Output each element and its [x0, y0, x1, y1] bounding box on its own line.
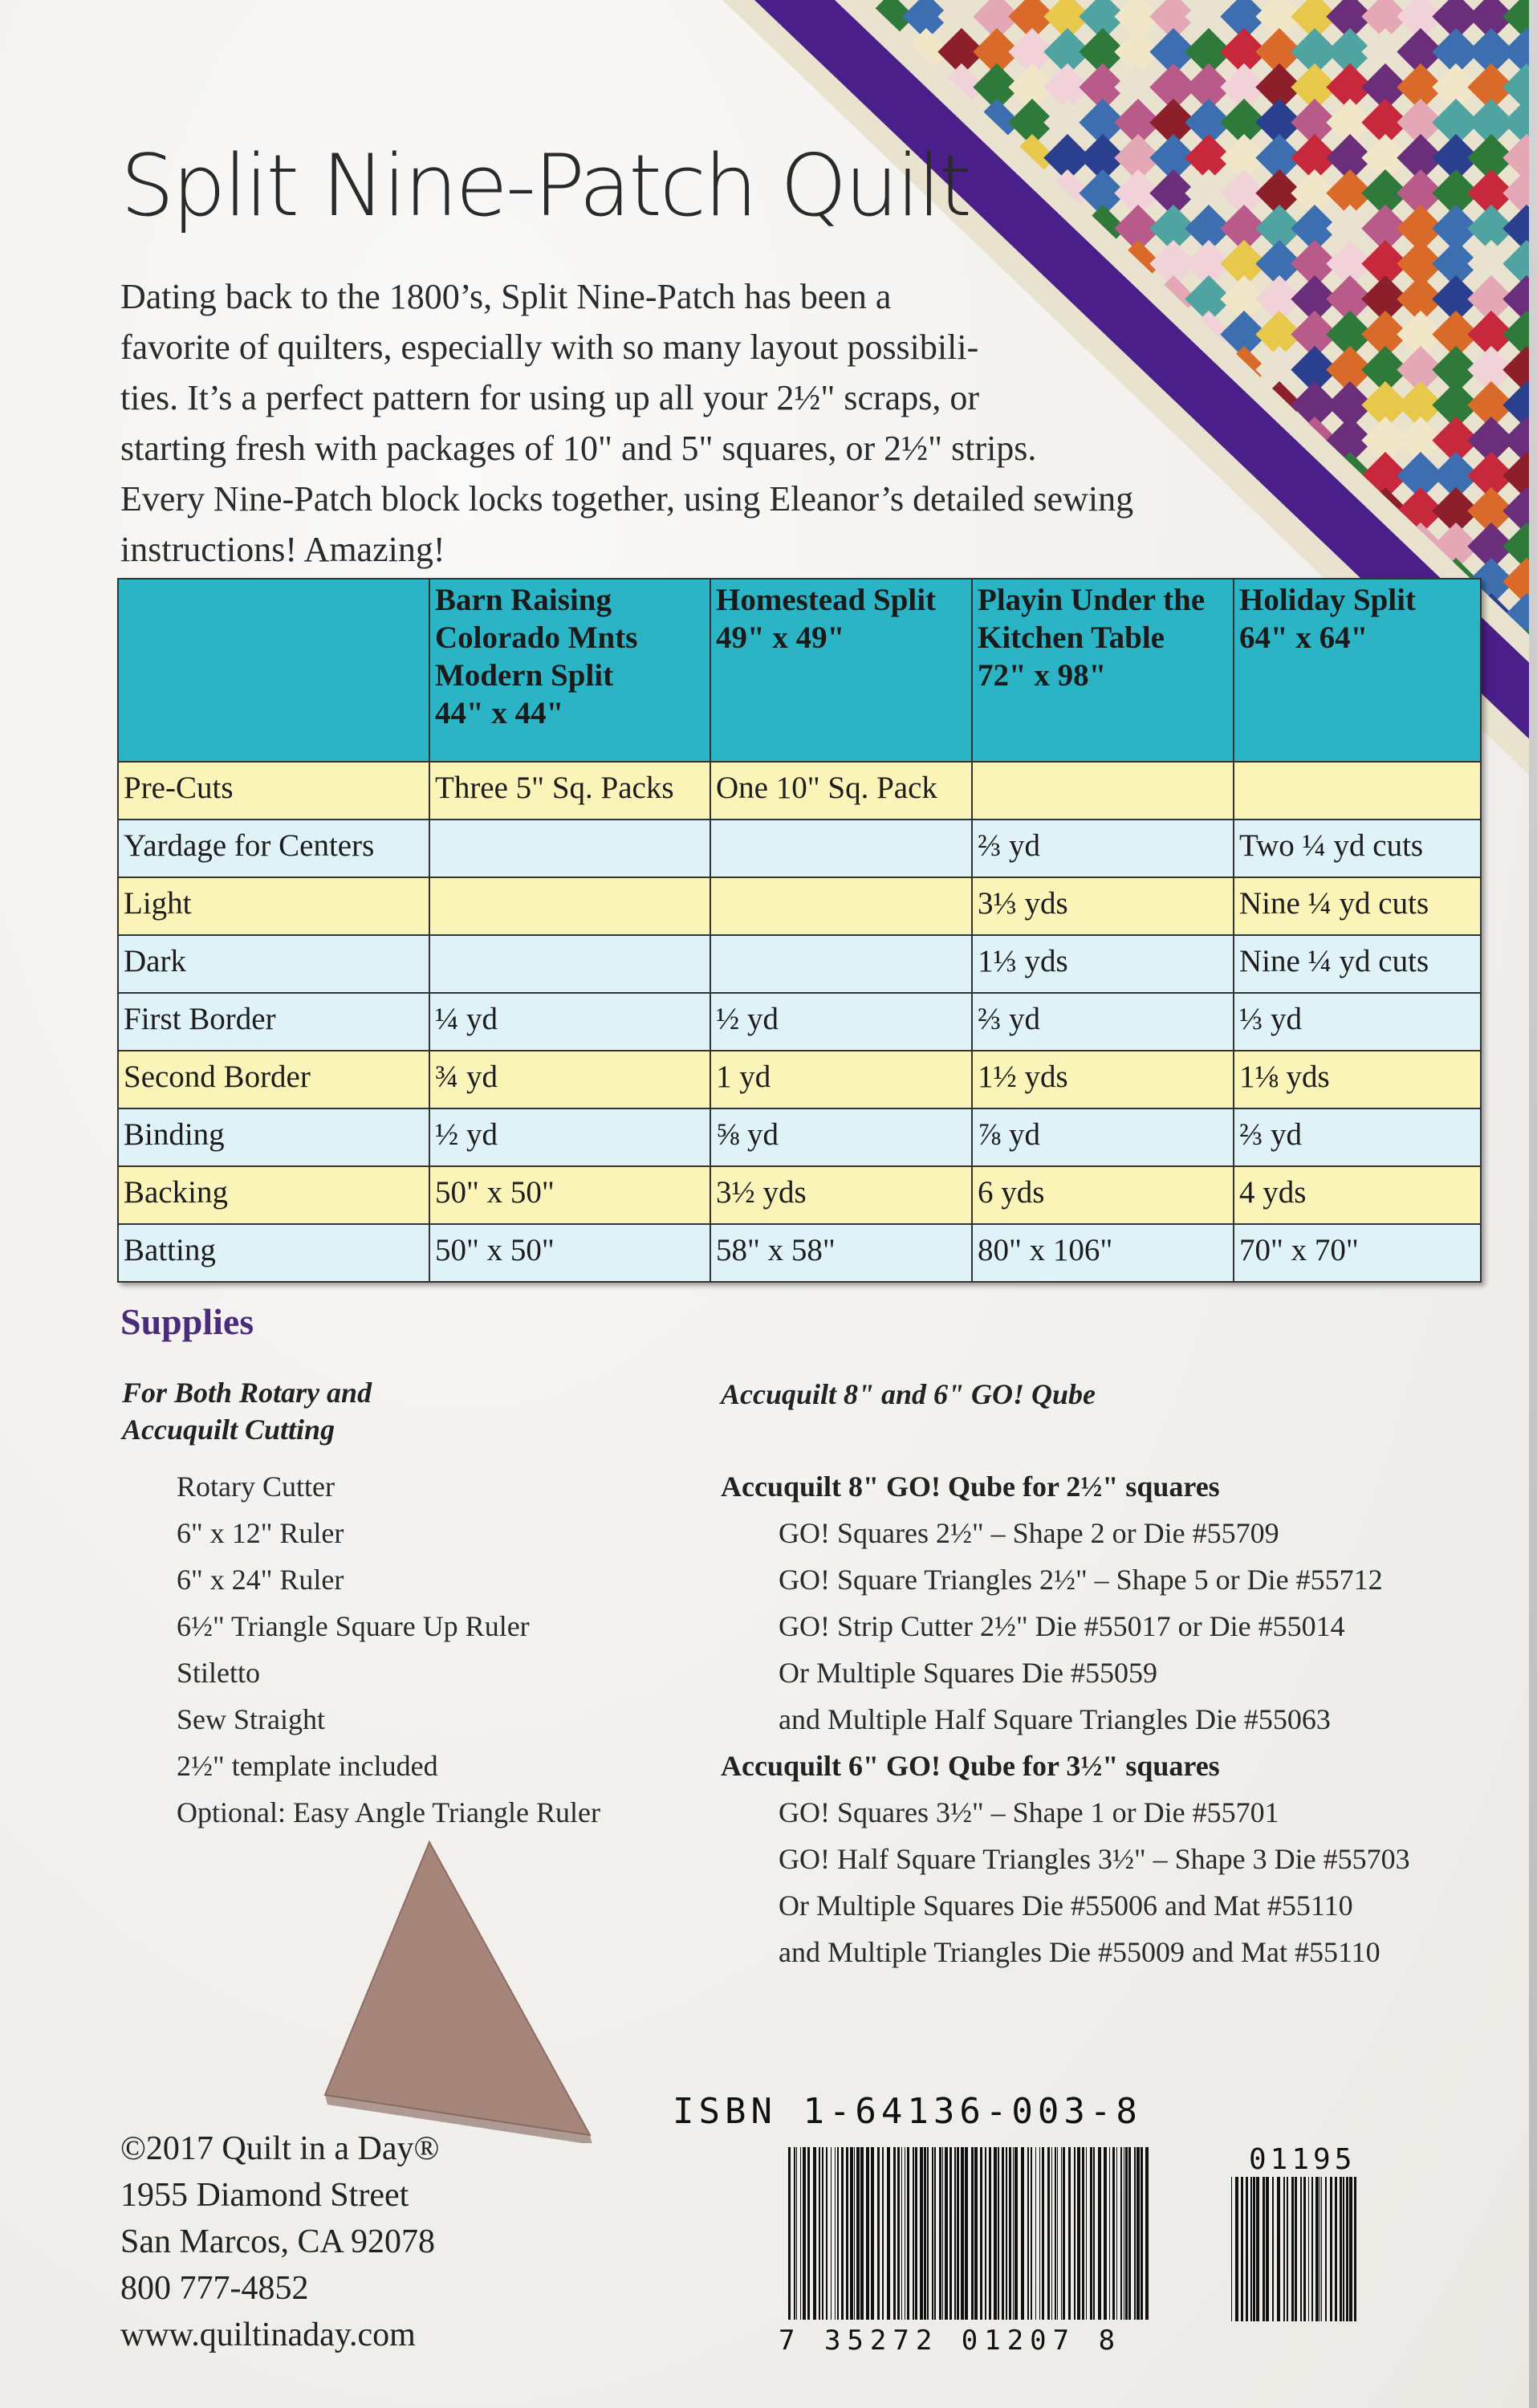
table-cell: 1 yd	[710, 1051, 972, 1108]
barcode-bar	[1325, 2177, 1327, 2321]
table-cell: 1⅛ yds	[1234, 1051, 1481, 1108]
list-item: 6" x 24" Ruler	[177, 1564, 344, 1596]
table-cell: 3⅓ yds	[972, 877, 1234, 935]
barcode-bar	[1263, 2177, 1265, 2321]
barcode-bar	[794, 2147, 795, 2320]
header-cell-empty	[118, 579, 429, 762]
row-label: Light	[118, 877, 429, 935]
barcode-bar	[1283, 2177, 1285, 2321]
table-cell: 50" x 50"	[429, 1166, 710, 1224]
row-label: Yardage for Centers	[118, 820, 429, 877]
header-line: Modern Split	[435, 658, 614, 693]
header-cell-playin-under	[972, 579, 1234, 762]
price-code: 01195	[1249, 2143, 1356, 2176]
barcode-bar	[1086, 2147, 1087, 2320]
barcode-bar	[913, 2147, 914, 2320]
barcode-bar	[1295, 2177, 1297, 2321]
barcode-bar	[1128, 2147, 1131, 2320]
table-row	[118, 820, 1481, 877]
table-row	[118, 1166, 1481, 1224]
phone-number: 800 777-4852	[120, 2270, 309, 2307]
table-cell: 4 yds	[1234, 1166, 1481, 1224]
barcode-bar	[882, 2147, 884, 2320]
header-line: Barn Raising	[435, 583, 612, 617]
barcode-bar	[994, 2147, 997, 2320]
table-cell: One 10" Sq. Pack	[710, 762, 972, 820]
list-item: and Multiple Half Square Triangles Die #55063	[779, 1703, 1331, 1735]
barcode-bar	[846, 2147, 848, 2320]
table-row	[118, 1051, 1481, 1108]
list-item: Or Multiple Squares Die #55006 and Mat #55110	[779, 1889, 1353, 1922]
barcode-bar	[1047, 2147, 1050, 2320]
list-item: 6" x 12" Ruler	[177, 1517, 344, 1549]
rotary-supplies-list	[177, 1463, 600, 1836]
barcode-bar	[800, 2147, 801, 2320]
barcode-bar	[901, 2147, 902, 2320]
barcode-bar	[826, 2147, 827, 2320]
barcode-bar	[974, 2147, 978, 2320]
barcode-bar	[965, 2147, 968, 2320]
table-cell: ¼ yd	[429, 993, 710, 1051]
table-cell	[710, 877, 972, 935]
barcode-bar	[796, 2147, 797, 2320]
barcode-bar	[920, 2147, 923, 2320]
table-cell: ⅓ yd	[1234, 993, 1481, 1051]
table-cell: Three 5" Sq. Packs	[429, 762, 710, 820]
barcode-bar	[1112, 2147, 1115, 2320]
publisher-info	[120, 2125, 439, 2358]
barcode-bar	[1235, 2177, 1238, 2321]
barcode-bar	[949, 2147, 952, 2320]
intro-line: favorite of quilters, especially with so many layout possibili-	[120, 327, 979, 367]
table-cell: 1½ yds	[972, 1051, 1234, 1108]
barcode-bar	[835, 2147, 836, 2320]
barcode-bar	[945, 2147, 948, 2320]
barcode-bar	[1315, 2177, 1319, 2321]
list-item: Or Multiple Squares Die #55059	[779, 1657, 1157, 1689]
table-header-row	[118, 579, 1481, 762]
website-link: www.quiltinaday.com	[120, 2316, 416, 2353]
row-label: Dark	[118, 935, 429, 993]
table-cell	[972, 762, 1234, 820]
barcode-bar	[1241, 2177, 1243, 2321]
table-cell	[429, 877, 710, 935]
rotary-cutting-heading	[122, 1374, 372, 1448]
barcode-bar	[1098, 2147, 1101, 2320]
page-edge	[1529, 0, 1537, 2408]
isbn-barcode	[785, 2147, 1154, 2320]
barcode-bar	[1246, 2177, 1248, 2321]
header-line: Holiday Split	[1239, 583, 1416, 617]
barcode-bar	[961, 2147, 964, 2320]
table-row	[118, 877, 1481, 935]
list-item: 2½" template included	[177, 1750, 438, 1782]
barcode-bar	[1006, 2147, 1007, 2320]
barcode-bar	[907, 2147, 909, 2320]
intro-line: instructions! Amazing!	[120, 530, 445, 569]
table-cell: ⅝ yd	[710, 1108, 972, 1166]
isbn-number: ISBN 1-64136-003-8	[673, 2091, 1142, 2132]
barcode-bar	[1077, 2147, 1080, 2320]
barcode-bar	[1082, 2147, 1084, 2320]
barcode-bar	[887, 2147, 890, 2320]
barcode-bar	[1343, 2177, 1344, 2321]
barcode-bar	[1340, 2177, 1342, 2321]
barcode-bar	[1061, 2147, 1062, 2320]
accuquilt-supplies-list	[721, 1463, 1410, 1975]
barcode-bar	[1051, 2147, 1052, 2320]
header-line: 64" x 64"	[1239, 620, 1368, 655]
table-cell: 3½ yds	[710, 1166, 972, 1224]
barcode-bar	[1300, 2177, 1302, 2321]
barcode-bar	[788, 2147, 791, 2320]
intro-line: ties. It’s a perfect pattern for using up all your 2½" scraps, or	[120, 378, 979, 417]
barcode-bar	[822, 2147, 823, 2320]
barcode-bar	[841, 2147, 844, 2320]
table-cell: Two ¼ yd cuts	[1234, 820, 1481, 877]
barcode-bar	[837, 2147, 839, 2320]
barcode-bar	[939, 2147, 941, 2320]
table-cell: Nine ¼ yd cuts	[1234, 877, 1481, 935]
intro-line: Dating back to the 1800’s, Split Nine-Patch has been a	[120, 277, 892, 316]
barcode-bar	[957, 2147, 959, 2320]
heading-line: For Both Rotary and	[122, 1377, 372, 1409]
row-label: Binding	[118, 1108, 429, 1166]
table-cell: ½ yd	[429, 1108, 710, 1166]
header-cell-homestead-split	[710, 579, 972, 762]
row-label: First Border	[118, 993, 429, 1051]
table-row	[118, 762, 1481, 820]
barcode-bar	[1287, 2177, 1288, 2321]
barcode-bar	[1090, 2147, 1092, 2320]
price-barcode	[1228, 2177, 1360, 2321]
barcode-bar	[1272, 2177, 1274, 2321]
table-cell	[710, 820, 972, 877]
list-item: Rotary Cutter	[177, 1470, 335, 1503]
list-item: GO! Half Square Triangles 3½" – Shape 3 Die #55703	[779, 1843, 1410, 1875]
table-cell: 80" x 106"	[972, 1224, 1234, 1282]
barcode-bar	[1120, 2147, 1122, 2320]
barcode-bar	[1330, 2177, 1332, 2321]
barcode-bar	[1035, 2147, 1036, 2320]
table-cell	[429, 820, 710, 877]
barcode-bar	[1311, 2177, 1313, 2321]
header-line: 49" x 49"	[716, 620, 845, 655]
barcode-bar	[1319, 2177, 1320, 2321]
barcode-bar	[1141, 2147, 1143, 2320]
barcode-bar	[1031, 2147, 1032, 2320]
header-cell-holiday-split	[1234, 579, 1481, 762]
barcode-bar	[1009, 2147, 1011, 2320]
barcode-bar	[924, 2147, 926, 2320]
barcode-bar	[1015, 2147, 1018, 2320]
street-address: 1955 Diamond Street	[120, 2177, 409, 2214]
barcode-bar	[1291, 2177, 1294, 2321]
barcode-bar	[1250, 2177, 1252, 2321]
table-cell	[710, 935, 972, 993]
table-cell: 1⅓ yds	[972, 935, 1234, 993]
table-cell: 50" x 50"	[429, 1224, 710, 1282]
group-title: Accuquilt 6" GO! Qube for 3½" squares	[721, 1750, 1220, 1782]
barcode-bar	[1335, 2177, 1337, 2321]
table-cell: ⅔ yd	[972, 993, 1234, 1051]
barcode-bar	[854, 2147, 855, 2320]
list-item: Stiletto	[177, 1657, 261, 1689]
barcode-bar	[1231, 2177, 1232, 2321]
barcode-bar	[1042, 2147, 1044, 2320]
barcode-bar	[866, 2147, 869, 2320]
barcode-bar	[1125, 2147, 1128, 2320]
group-title: Accuquilt 8" GO! Qube for 2½" squares	[721, 1470, 1220, 1503]
table-row	[118, 993, 1481, 1051]
table-cell: 70" x 70"	[1234, 1224, 1481, 1282]
row-label: Batting	[118, 1224, 429, 1282]
barcode-bar	[1253, 2177, 1255, 2321]
table-row	[118, 1108, 1481, 1166]
barcode-bar	[1256, 2177, 1259, 2321]
row-label: Second Border	[118, 1051, 429, 1108]
table-cell: ⅔ yd	[972, 820, 1234, 877]
header-cell-barn-raising	[429, 579, 710, 762]
barcode-bar	[1321, 2177, 1322, 2321]
barcode-bar	[1308, 2177, 1309, 2321]
header-line: 44" x 44"	[435, 696, 564, 730]
barcode-bar	[1013, 2147, 1014, 2320]
list-item: GO! Squares 2½" – Shape 2 or Die #55709	[779, 1517, 1279, 1549]
intro-paragraph	[120, 271, 1228, 575]
barcode-bar	[819, 2147, 820, 2320]
table-cell: ½ yd	[710, 993, 972, 1051]
barcode-bar	[1104, 2147, 1107, 2320]
barcode-bar	[1136, 2147, 1140, 2320]
page-title: Split Nine-Patch Quilt	[120, 136, 970, 235]
table-cell: ⅔ yd	[1234, 1108, 1481, 1166]
barcode-bar	[1303, 2177, 1306, 2321]
barcode-bar	[1266, 2177, 1269, 2321]
barcode-bar	[954, 2147, 956, 2320]
barcode-bar	[1145, 2147, 1149, 2320]
header-line: Playin Under the	[978, 583, 1206, 617]
table-cell: 58" x 58"	[710, 1224, 972, 1282]
fabric-requirements-table	[117, 578, 1482, 1283]
barcode-bar	[871, 2147, 874, 2320]
header-line: 72" x 98"	[978, 658, 1107, 693]
barcode-bar	[1063, 2147, 1065, 2320]
header-line: Kitchen Table	[978, 620, 1165, 655]
barcode-bar	[927, 2147, 929, 2320]
barcode-digits: 7 35272 01207 8	[779, 2325, 1122, 2357]
header-line: Homestead Split	[716, 583, 937, 617]
header-line: Colorado Mnts	[435, 620, 638, 655]
barcode-bar	[856, 2147, 860, 2320]
barcode-bar	[1134, 2147, 1136, 2320]
row-label: Pre-Cuts	[118, 762, 429, 820]
barcode-bar	[860, 2147, 864, 2320]
barcode-bar	[1055, 2147, 1056, 2320]
barcode-bar	[1002, 2147, 1004, 2320]
barcode-bar	[831, 2147, 832, 2320]
barcode-bar	[893, 2147, 896, 2320]
barcode-bar	[1349, 2177, 1352, 2321]
table-cell: ¾ yd	[429, 1051, 710, 1108]
list-item: GO! Squares 3½" – Shape 1 or Die #55701	[779, 1796, 1279, 1828]
barcode-bar	[803, 2147, 806, 2320]
copyright-line: ©2017 Quilt in a Day®	[120, 2130, 440, 2167]
barcode-bar	[1109, 2147, 1110, 2320]
table-row	[118, 1224, 1481, 1282]
barcode-bar	[989, 2147, 991, 2320]
list-item: GO! Strip Cutter 2½" Die #55017 or Die #55014	[779, 1610, 1345, 1642]
barcode-bar	[1277, 2177, 1280, 2321]
table-cell: 6 yds	[972, 1166, 1234, 1224]
barcode-bar	[942, 2147, 943, 2320]
list-item: 6½" Triangle Square Up Ruler	[177, 1610, 530, 1642]
barcode-bar	[985, 2147, 986, 2320]
barcode-bar	[998, 2147, 999, 2320]
barcode-bar	[877, 2147, 880, 2320]
table-cell: Nine ¼ yd cuts	[1234, 935, 1481, 993]
list-item: and Multiple Triangles Die #55009 and Mat #55110	[779, 1936, 1380, 1968]
barcode-bar	[897, 2147, 900, 2320]
city-address: San Marcos, CA 92078	[120, 2223, 435, 2260]
intro-line: starting fresh with packages of 10" and 5" squares, or 2½" strips.	[120, 429, 1037, 468]
barcode-bar	[915, 2147, 917, 2320]
table-row	[118, 935, 1481, 993]
barcode-bar	[807, 2147, 810, 2320]
barcode-bar	[980, 2147, 982, 2320]
barcode-bar	[1027, 2147, 1029, 2320]
table-cell: ⅞ yd	[972, 1108, 1234, 1166]
barcode-bar	[932, 2147, 933, 2320]
barcode-bar	[934, 2147, 936, 2320]
barcode-bar	[1021, 2147, 1024, 2320]
supplies-heading: Supplies	[120, 1301, 254, 1342]
barcode-bar	[1074, 2147, 1075, 2320]
list-item: GO! Square Triangles 2½" – Shape 5 or Die #55712	[779, 1564, 1383, 1596]
intro-line: Every Nine-Patch block locks together, using Eleanor’s detailed sewing	[120, 479, 1134, 519]
barcode-bar	[1057, 2147, 1058, 2320]
list-item: Optional: Easy Angle Triangle Ruler	[177, 1796, 600, 1828]
heading-line: Accuquilt Cutting	[122, 1413, 335, 1446]
barcode-bar	[1039, 2147, 1040, 2320]
accuquilt-heading: Accuquilt 8" and 6" GO! Qube	[721, 1378, 1096, 1410]
barcode-bar	[1093, 2147, 1095, 2320]
barcode-bar	[1068, 2147, 1071, 2320]
barcode-bar	[850, 2147, 853, 2320]
table-cell	[429, 935, 710, 993]
barcode-bar	[1116, 2147, 1117, 2320]
table-cell	[1234, 762, 1481, 820]
triangle-template-graphic	[321, 1838, 610, 2143]
barcode-bar	[1346, 2177, 1348, 2321]
barcode-bar	[813, 2147, 816, 2320]
barcode-bar	[971, 2147, 974, 2320]
barcode-bar	[1354, 2177, 1356, 2321]
row-label: Backing	[118, 1166, 429, 1224]
list-item: Sew Straight	[177, 1703, 325, 1735]
